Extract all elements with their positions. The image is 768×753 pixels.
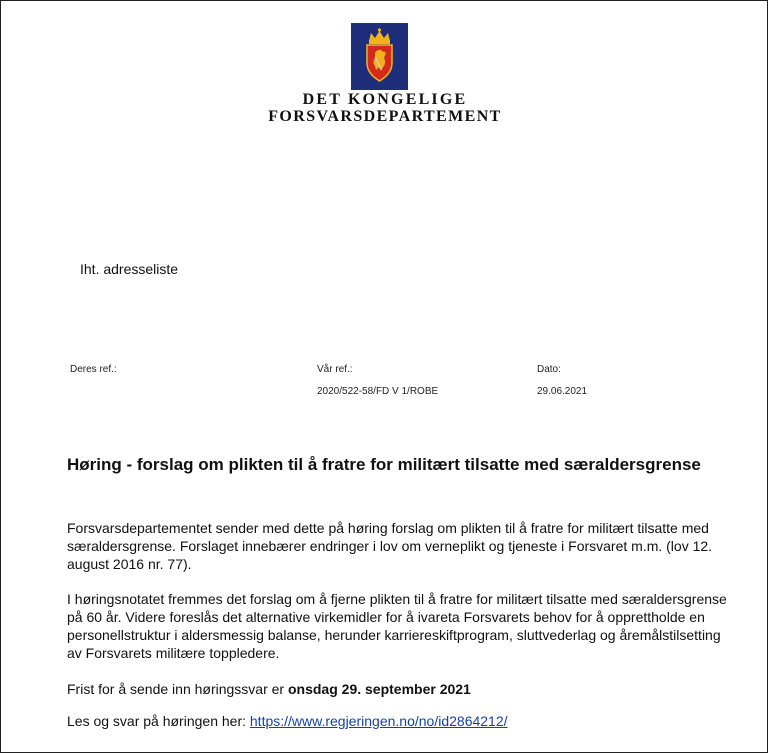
department-name-line1: DET KONGELIGE	[302, 91, 468, 108]
letter-heading: Høring - forslag om plikten til å fratre for militært tilsatte med særaldersgrense	[67, 455, 701, 474]
paragraph-2: I høringsnotatet fremmes det forslag om å fjerne plikten til å fratre for militært tilsatte med særaldersgrense på 60 år. Videre foreslås det alternative virkemidler for å ivareta Forsvarets behov for å opprettholde en personellstruktur i aldersmessig balanse, herunder karriereskiftprogram, sluttvederlag og åremålstilsetting av Forsvarets militære toppledere.	[67, 591, 727, 661]
dato-label: Dato:	[537, 364, 561, 375]
coat-of-arms-logo	[351, 23, 408, 90]
deres-ref-label: Deres ref.:	[70, 364, 117, 375]
hearing-link[interactable]: https://www.regjeringen.no/no/id2864212/	[249, 713, 508, 729]
recipient-text: Iht. adresseliste	[80, 261, 179, 277]
var-ref-label: Vår ref.:	[317, 364, 353, 375]
deadline-paragraph	[67, 680, 727, 698]
link-prefix: Les og svar på høringen her:	[67, 713, 250, 729]
department-name-line2: FORSVARSDEPARTEMENT	[268, 108, 502, 125]
var-ref-value: 2020/522-58/FD V 1/ROBE	[317, 386, 439, 397]
paragraph-1: Forsvarsdepartementet sender med dette på høring forslag om plikten til å fratre for militært tilsatte med særaldersgrense. Forslaget innebærer endringer i lov om verneplikt og tjeneste i Forsvaret m.m. (lov 12. august 2016 nr. 77).	[67, 520, 713, 572]
deadline-prefix: Frist for å sende inn høringssvar er	[67, 681, 288, 697]
link-paragraph	[67, 712, 727, 730]
deadline-date: onsdag 29. september 2021	[287, 681, 471, 697]
crest-icon	[351, 23, 408, 90]
dato-value: 29.06.2021	[537, 386, 588, 397]
